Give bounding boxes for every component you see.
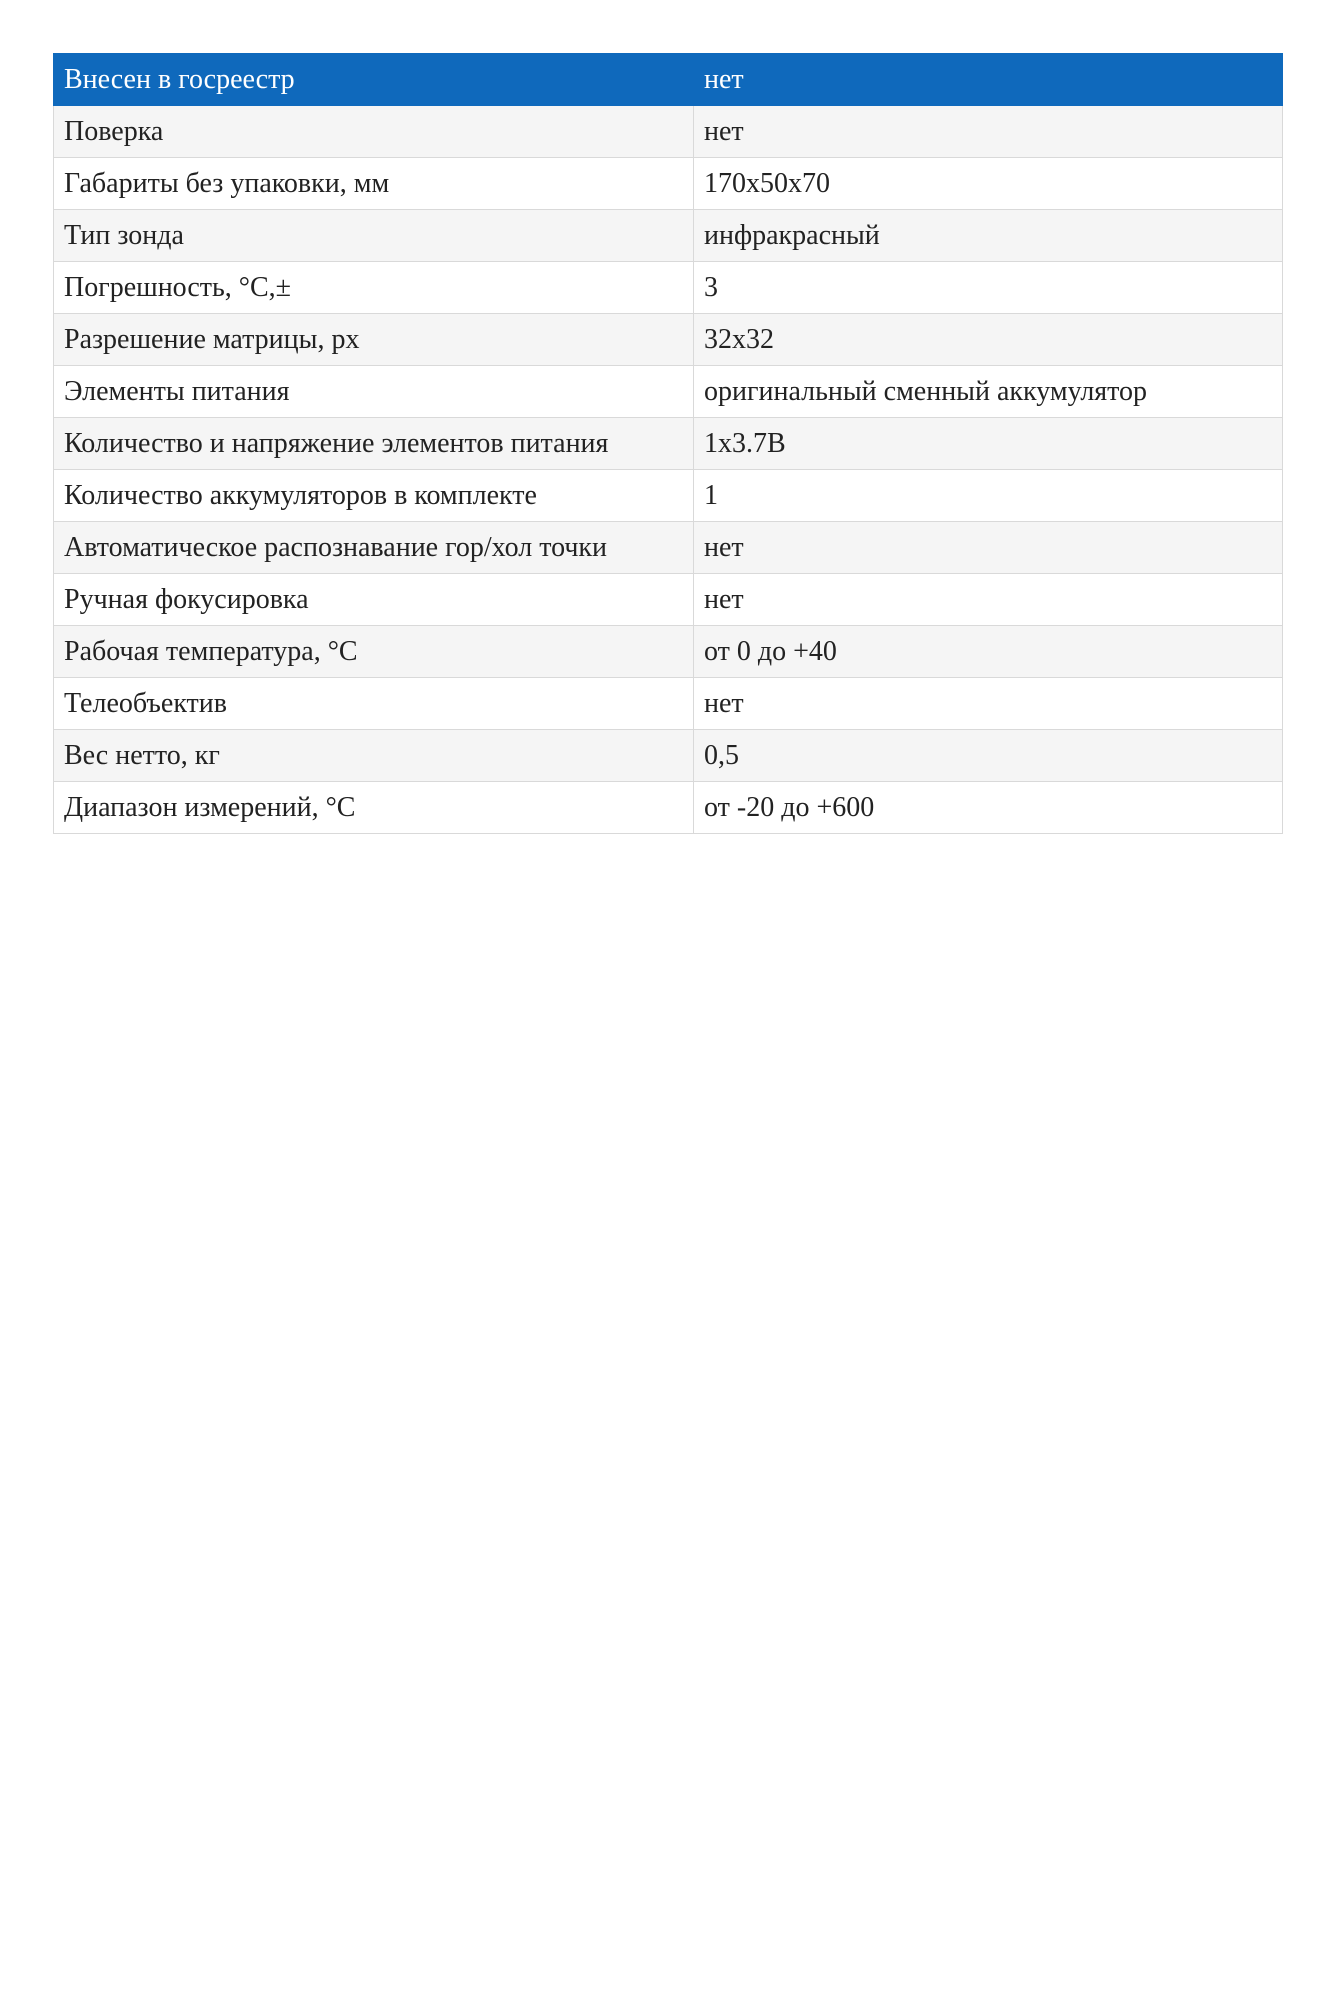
table-row-battery-count bbox=[54, 470, 1283, 522]
spec-value: инфракрасный bbox=[694, 210, 1283, 262]
table-row-probe-type bbox=[54, 210, 1283, 262]
spec-value: 1x3.7В bbox=[694, 418, 1283, 470]
spec-value: 0,5 bbox=[694, 730, 1283, 782]
spec-label: Количество аккумуляторов в комплекте bbox=[54, 470, 694, 522]
table-row-measurement-range bbox=[54, 782, 1283, 834]
spec-label: Ручная фокусировка bbox=[54, 574, 694, 626]
spec-value: от 0 до +40 bbox=[694, 626, 1283, 678]
table-row-verification bbox=[54, 106, 1283, 158]
table-row-power-elements bbox=[54, 366, 1283, 418]
spec-label: Диапазон измерений, °C bbox=[54, 782, 694, 834]
spec-value: нет bbox=[694, 54, 1283, 106]
table-row-dimensions bbox=[54, 158, 1283, 210]
spec-value: от -20 до +600 bbox=[694, 782, 1283, 834]
table-row-hot-cold-spot bbox=[54, 522, 1283, 574]
spec-value: 170x50x70 bbox=[694, 158, 1283, 210]
spec-label: Автоматическое распознавание гор/хол точки bbox=[54, 522, 694, 574]
spec-value: нет bbox=[694, 106, 1283, 158]
spec-label: Поверка bbox=[54, 106, 694, 158]
spec-label: Разрешение матрицы, px bbox=[54, 314, 694, 366]
table-row-state-register bbox=[54, 54, 1283, 106]
spec-label: Тип зонда bbox=[54, 210, 694, 262]
spec-value: 3 bbox=[694, 262, 1283, 314]
spec-value: 1 bbox=[694, 470, 1283, 522]
spec-label: Внесен в госреестр bbox=[54, 54, 694, 106]
spec-value: нет bbox=[694, 522, 1283, 574]
table-row-accuracy bbox=[54, 262, 1283, 314]
table-row-matrix-resolution bbox=[54, 314, 1283, 366]
specifications-table bbox=[53, 53, 1283, 834]
spec-value: нет bbox=[694, 574, 1283, 626]
spec-label: Количество и напряжение элементов питания bbox=[54, 418, 694, 470]
spec-value: оригинальный сменный аккумулятор bbox=[694, 366, 1283, 418]
table-row-power-count-voltage bbox=[54, 418, 1283, 470]
spec-label: Элементы питания bbox=[54, 366, 694, 418]
table-row-telephoto-lens bbox=[54, 678, 1283, 730]
spec-label: Рабочая температура, °C bbox=[54, 626, 694, 678]
spec-label: Габариты без упаковки, мм bbox=[54, 158, 694, 210]
table-row-operating-temperature bbox=[54, 626, 1283, 678]
spec-value: 32x32 bbox=[694, 314, 1283, 366]
table-row-net-weight bbox=[54, 730, 1283, 782]
spec-value: нет bbox=[694, 678, 1283, 730]
spec-label: Вес нетто, кг bbox=[54, 730, 694, 782]
spec-label: Погрешность, °C,± bbox=[54, 262, 694, 314]
spec-label: Телеобъектив bbox=[54, 678, 694, 730]
table-row-manual-focus bbox=[54, 574, 1283, 626]
